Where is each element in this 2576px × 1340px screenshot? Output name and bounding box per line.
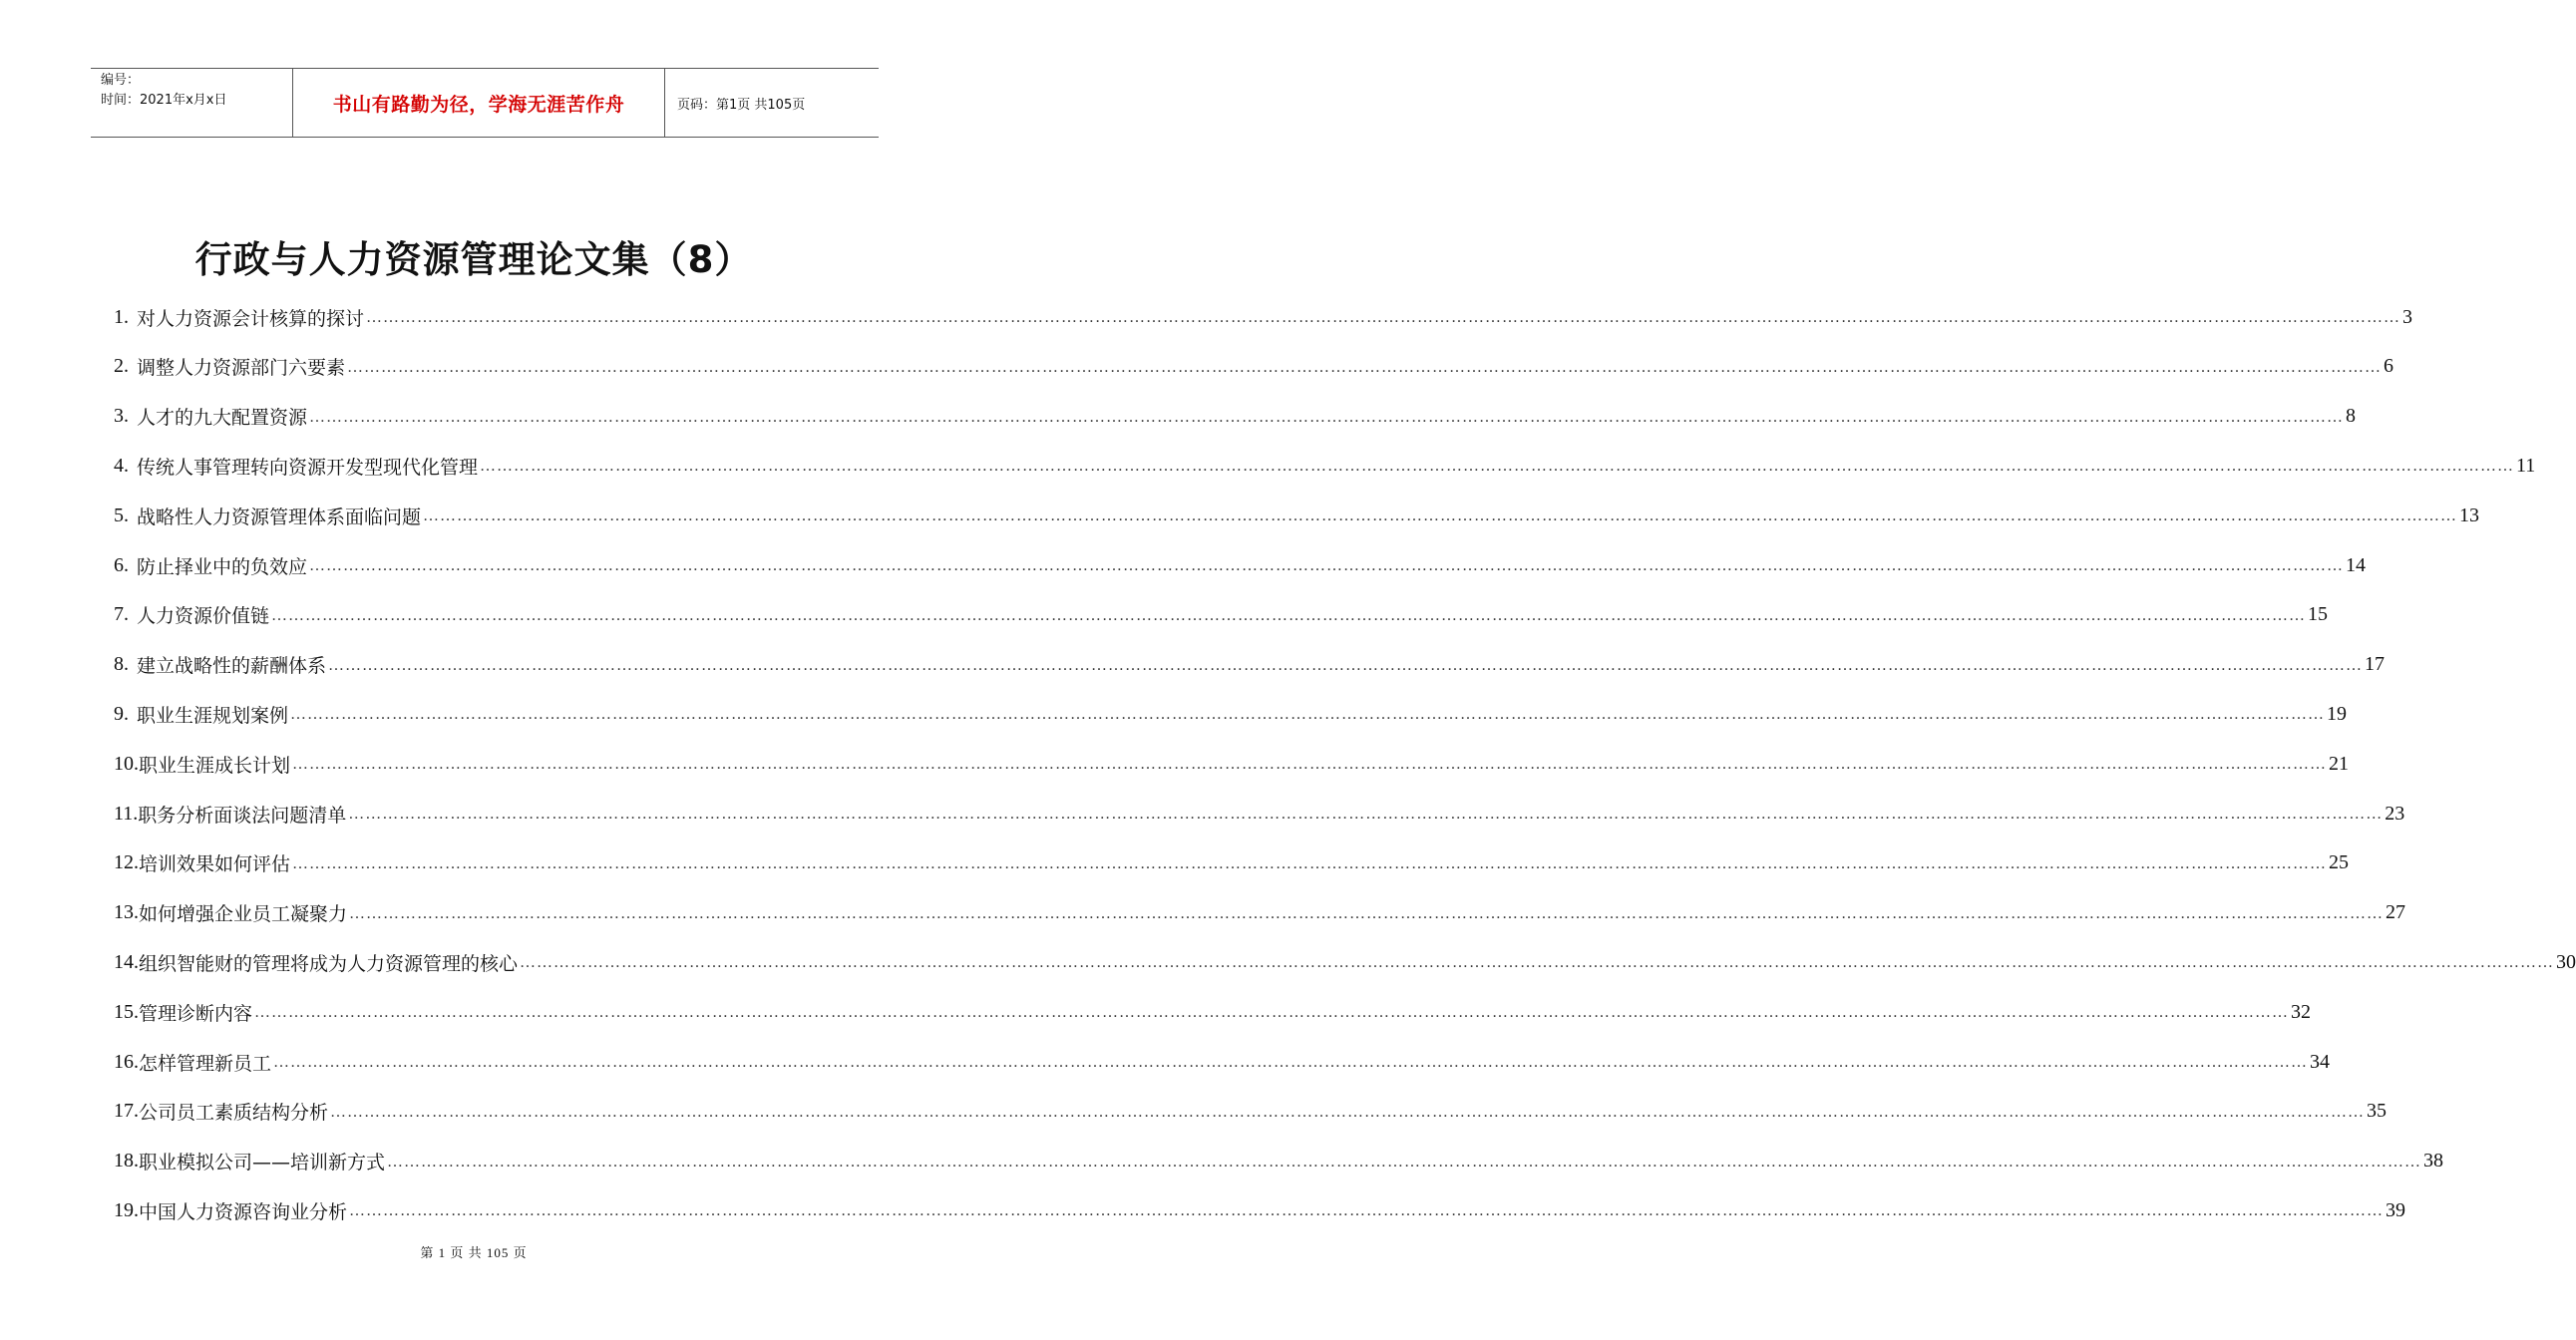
toc-entry-number: 15. — [114, 1000, 139, 1023]
toc-dot-leader: ……………………………………………………………………………………………………………………………………………………………………………………………………………………………………………………………………………………………………………………………… — [292, 756, 2328, 774]
toc-entry[interactable] — [114, 1192, 2406, 1228]
toc-entry-page: 6 — [2384, 355, 2394, 378]
document-header — [91, 68, 879, 138]
toc-dot-leader: ……………………………………………………………………………………………………………………………………………………………………………………………………………………………………………………………………………………………………………………………… — [328, 656, 2364, 674]
toc-entry-page: 38 — [2423, 1150, 2444, 1172]
toc-entry-page: 23 — [2385, 802, 2405, 825]
toc-entry-title: 中国人力资源咨询业分析 — [139, 1200, 348, 1223]
toc-entry-title: 防止择业中的负效应 — [137, 555, 308, 578]
toc-dot-leader: ……………………………………………………………………………………………………………………………………………………………………………………………………………………………………………………………………………………………………………………………… — [290, 706, 2326, 724]
header-page-cell — [665, 69, 879, 137]
motto: 书山有路勤为径，学海无涯苦作舟 — [332, 93, 625, 116]
toc-dot-leader: ……………………………………………………………………………………………………………………………………………………………………………………………………………………………………………………………………………………………………………………………… — [309, 408, 2345, 426]
toc-dot-leader: ……………………………………………………………………………………………………………………………………………………………………………………………………………………………………………………………………………………………………………………………… — [349, 1202, 2385, 1220]
toc-entry-number: 17. — [114, 1100, 139, 1123]
toc-dot-leader: ……………………………………………………………………………………………………………………………………………………………………………………………………………………………………………………………………………………………………………………………… — [387, 1153, 2422, 1171]
toc-dot-leader: ……………………………………………………………………………………………………………………………………………………………………………………………………………………………………………………………………………………………………………………………… — [348, 806, 2384, 823]
toc-entry[interactable] — [114, 448, 2536, 484]
toc-entry-title: 职业生涯成长计划 — [139, 754, 291, 777]
toc-dot-leader: ……………………………………………………………………………………………………………………………………………………………………………………………………………………………………………………………………………………………………………………………… — [349, 904, 2385, 922]
toc-dot-leader: ……………………………………………………………………………………………………………………………………………………………………………………………………………………………………………………………………………………………………………………………… — [330, 1103, 2366, 1121]
time-label: 时间：2021年x月x日 — [101, 93, 227, 108]
toc-entry-number: 13. — [114, 901, 139, 924]
toc-entry[interactable] — [114, 1144, 2444, 1179]
toc-dot-leader: ……………………………………………………………………………………………………………………………………………………………………………………………………………………………………………………………………………………………………………………………… — [273, 1054, 2309, 1071]
toc-entry[interactable] — [114, 349, 2394, 385]
toc-entry-page: 21 — [2329, 752, 2350, 775]
toc-entry-title: 建立战略性的薪酬体系 — [137, 655, 327, 678]
toc-entry-page: 34 — [2310, 1050, 2331, 1073]
toc-entry-title: 职业模拟公司——培训新方式 — [139, 1152, 386, 1174]
document-title: 行政与人力资源管理论文集（8） — [194, 238, 753, 281]
toc-entry-title: 怎样管理新员工 — [139, 1052, 272, 1075]
toc-entry-number: 14. — [114, 950, 139, 973]
toc-entry[interactable] — [114, 1044, 2331, 1080]
toc-entry-page: 19 — [2327, 702, 2348, 725]
header-motto-cell — [292, 69, 665, 137]
toc-dot-leader: ……………………………………………………………………………………………………………………………………………………………………………………………………………………………………………………………………………………………………………………………… — [423, 507, 2458, 525]
toc-entry-page: 14 — [2346, 553, 2367, 576]
toc-entry[interactable] — [114, 597, 2329, 633]
toc-entry-title: 对人力资源会计核算的探讨 — [137, 307, 365, 330]
toc-entry-number: 18. — [114, 1150, 139, 1172]
toc-dot-leader: ……………………………………………………………………………………………………………………………………………………………………………………………………………………………………………………………………………………………………………………………… — [520, 954, 2555, 972]
toc-entry-number: 1. — [114, 305, 129, 328]
toc-entry[interactable] — [114, 1094, 2388, 1130]
toc-entry-title: 培训效果如何评估 — [139, 853, 291, 876]
toc-entry-title: 调整人力资源部门六要素 — [137, 357, 346, 380]
toc-entry-number: 12. — [114, 851, 139, 874]
toc-entry-number: 8. — [114, 653, 129, 676]
toc-entry-title: 传统人事管理转向资源开发型现代化管理 — [137, 456, 479, 479]
toc-entry-number: 6. — [114, 553, 129, 576]
toc-entry-page: 39 — [2386, 1198, 2406, 1221]
toc-entry-title: 人力资源价值链 — [137, 605, 270, 628]
page-info: 页码：第1页 共105页 — [677, 97, 806, 113]
toc-entry-page: 13 — [2459, 503, 2480, 526]
toc-dot-leader: ……………………………………………………………………………………………………………………………………………………………………………………………………………………………………………………………………………………………………………………………… — [366, 309, 2401, 326]
toc-entry-title: 如何增强企业员工凝聚力 — [139, 903, 348, 926]
toc-entry-page: 17 — [2365, 653, 2386, 676]
page-footer: 第 1 页 共 105 页 — [420, 1245, 528, 1260]
toc-entry-page: 30 — [2556, 950, 2576, 973]
toc-entry-number: 16. — [114, 1050, 139, 1073]
toc-dot-leader: ……………………………………………………………………………………………………………………………………………………………………………………………………………………………………………………………………………………………………………………………… — [309, 557, 2345, 574]
toc-dot-leader: ……………………………………………………………………………………………………………………………………………………………………………………………………………………………………………………………………………………………………………………………… — [271, 606, 2307, 624]
toc-entry-number: 11. — [114, 802, 139, 825]
toc-entry[interactable] — [114, 696, 2348, 732]
toc-entry[interactable] — [114, 647, 2386, 683]
toc-dot-leader: ……………………………………………………………………………………………………………………………………………………………………………………………………………………………………………………………………………………………………………………………… — [292, 854, 2328, 872]
toc-entry-title: 管理诊断内容 — [139, 1002, 253, 1025]
toc-entry-title: 战略性人力资源管理体系面临问题 — [137, 505, 422, 528]
toc-entry-number: 3. — [114, 405, 129, 428]
toc-entry[interactable] — [114, 796, 2405, 832]
number-label: 编号： — [101, 73, 141, 88]
toc-entry[interactable] — [114, 994, 2312, 1030]
toc-entry[interactable] — [114, 944, 2576, 980]
toc-entry-number: 10. — [114, 752, 139, 775]
toc-entry[interactable] — [114, 399, 2357, 435]
toc-entry[interactable] — [114, 299, 2413, 335]
toc-entry-title: 人才的九大配置资源 — [137, 407, 308, 430]
toc-entry-number: 4. — [114, 454, 129, 477]
toc-dot-leader: ……………………………………………………………………………………………………………………………………………………………………………………………………………………………………………………………………………………………………………………………… — [480, 458, 2515, 476]
toc-entry[interactable] — [114, 746, 2350, 782]
toc-entry-title: 职业生涯规划案例 — [137, 704, 289, 727]
toc-entry-number: 9. — [114, 702, 129, 725]
toc-entry-number: 19. — [114, 1198, 139, 1221]
toc-entry-page: 27 — [2386, 901, 2406, 924]
toc-entry-page: 32 — [2291, 1000, 2312, 1023]
toc-entry-title: 组织智能财的管理将成为人力资源管理的核心 — [139, 952, 519, 975]
toc-dot-leader: ……………………………………………………………………………………………………………………………………………………………………………………………………………………………………………………………………………………………………………………………… — [254, 1004, 2290, 1022]
toc-entry[interactable] — [114, 845, 2350, 881]
toc-entry[interactable] — [114, 895, 2406, 931]
header-meta — [91, 69, 292, 137]
toc-entry-number: 5. — [114, 503, 129, 526]
toc-entry-number: 2. — [114, 355, 129, 378]
toc-entry-page: 35 — [2367, 1100, 2388, 1123]
toc-entry-title: 公司员工素质结构分析 — [139, 1102, 329, 1125]
toc-entry-page: 8 — [2346, 405, 2357, 428]
toc-entry-page: 3 — [2402, 305, 2413, 328]
toc-entry-page: 11 — [2516, 454, 2536, 477]
toc-entry-page: 25 — [2329, 851, 2350, 874]
toc-entry-page: 15 — [2308, 603, 2329, 626]
toc-entry-title: 职务分析面谈法问题清单 — [138, 804, 347, 827]
toc-entry-number: 7. — [114, 603, 129, 626]
toc-entry[interactable] — [114, 498, 2480, 533]
toc-entry[interactable] — [114, 547, 2367, 583]
toc-dot-leader: ……………………………………………………………………………………………………………………………………………………………………………………………………………………………………………………………………………………………………………………………… — [347, 358, 2383, 376]
